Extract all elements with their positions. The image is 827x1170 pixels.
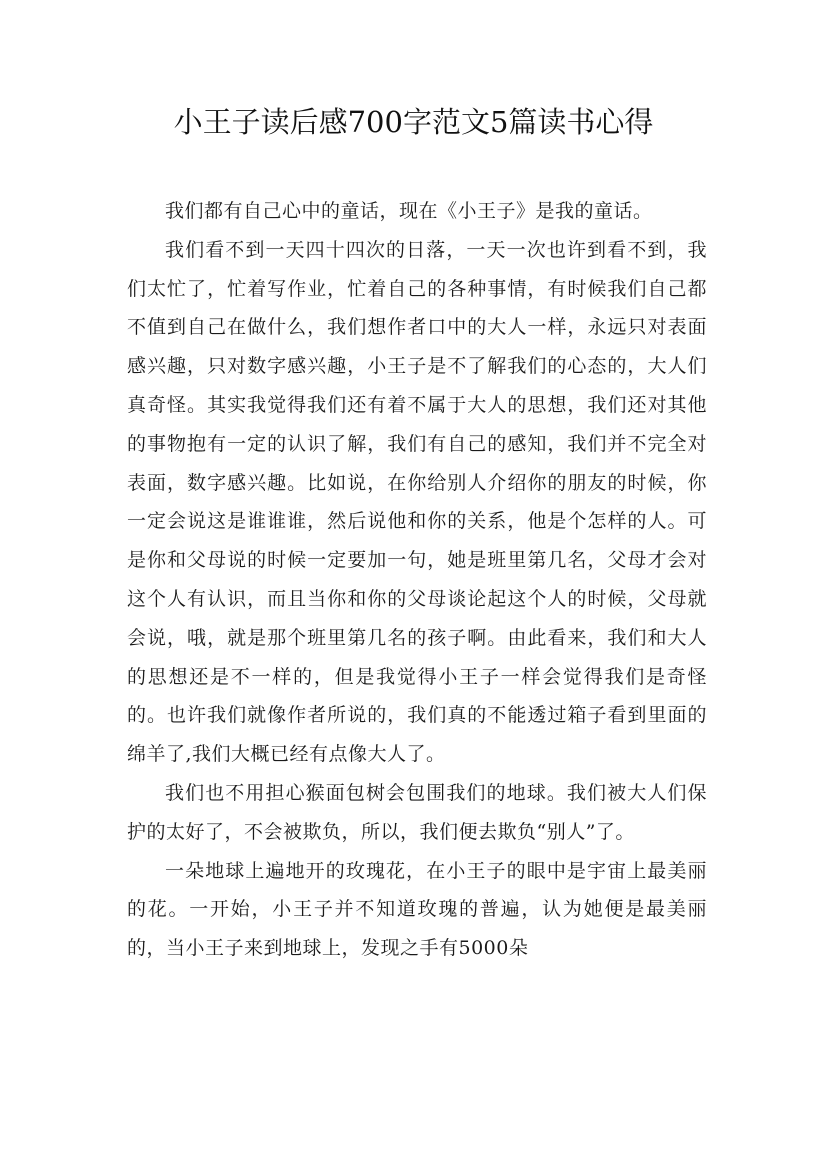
paragraph-1: 我们都有自己心中的童话，现在《小王子》是我的童话。 [165, 200, 653, 222]
paragraph-3: 我们也不用担心猴面包树会包围我们的地球。我们被大人们保护的太好了，不会被欺负，所以，我们便去欺负“别人”了。 [127, 781, 707, 843]
paragraph-2: 我们看不到一天四十四次的日落，一天一次也许到看不到，我们太忙了，忙着写作业，忙着自己的各种事情，有时候我们自己都不值到自己在做什么，我们想作者口中的大人一样，永远只对表面感兴趣，只对数字感兴趣，小王子是不了解我们的心态的，大人们真奇怪。其实我觉得我们还有着不属于大人的思想，我们还对其他的事物抱有一定的认识了解，我们有自己的感知，我们并不完全对表面，数字感兴趣。比如说，在你给别人介绍你的朋友的时候，你一定会说这是谁谁谁，然后说他和你的关系，他是个怎样的人。可是你和父母说的时候一定要加一句，她是班里第几名，父母才会对这个人有认识，而且当你和你的父母谈论起这个人的时候，父母就会说，哦，就是那个班里第几名的孩子啊。由此看来，我们和大人的思想还是不一样的，但是我觉得小王子一样会觉得我们是奇怪的。也许我们就像作者所说的，我们真的不能透过箱子看到里面的绵羊了,我们大概已经有点像大人了。 [127, 238, 707, 766]
document-title: 小王子读后感700字范文5篇读书心得 [173, 105, 654, 139]
document-body [127, 192, 707, 968]
paragraph-4: 一朵地球上遍地开的玫瑰花，在小王子的眼中是宇宙上最美丽的花。一开始，小王子并不知道玫瑰的普遍，认为她便是最美丽的，当小王子来到地球上，发现之手有5000朵 [127, 859, 707, 960]
